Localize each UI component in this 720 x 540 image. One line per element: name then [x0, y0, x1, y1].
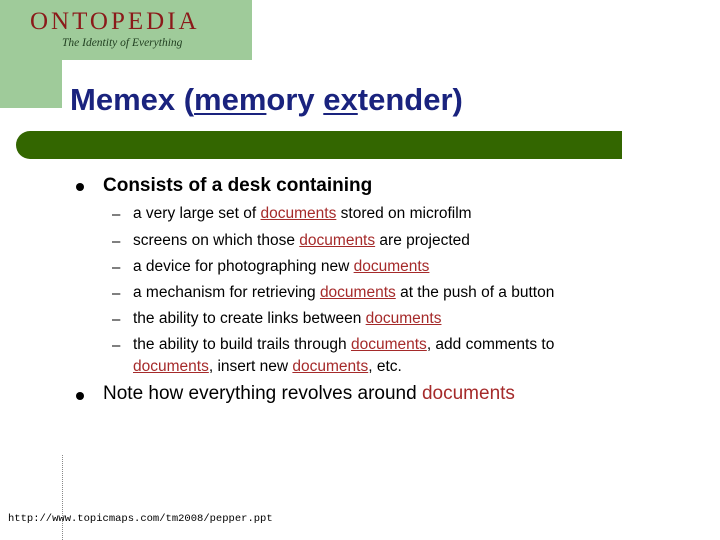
documents-link[interactable]: documents	[353, 258, 430, 275]
documents-link[interactable]: documents	[350, 336, 427, 353]
item-text: at the push of a button	[395, 284, 555, 301]
item-text: screens on which those	[133, 232, 300, 249]
dash-marker: –	[112, 311, 121, 328]
footer-divider	[62, 455, 64, 540]
documents-link[interactable]: documents	[292, 358, 369, 375]
documents-highlight: documents	[421, 383, 515, 404]
item-text: , etc.	[368, 358, 402, 375]
item-text: are projected	[375, 232, 470, 249]
dash-marker: –	[112, 337, 121, 354]
list-item-continuation	[133, 355, 402, 379]
list-item	[133, 229, 470, 253]
documents-link[interactable]: documents	[319, 284, 396, 301]
documents-link[interactable]: documents	[365, 310, 442, 327]
logo-box	[0, 0, 252, 60]
documents-link[interactable]: documents	[260, 205, 337, 222]
item-text: stored on microfilm	[336, 205, 472, 222]
item-text: the ability to build trails through	[133, 336, 351, 353]
bullet-dot	[76, 392, 84, 400]
bullet-heading: Consists of a desk containing	[103, 175, 373, 196]
list-item	[133, 202, 472, 226]
logo-tagline: The Identity of Everything	[62, 37, 183, 49]
note-bullet	[103, 383, 515, 405]
item-text: , add comments to	[426, 336, 555, 353]
title-part: Memex (	[70, 82, 195, 117]
dash-marker: –	[112, 233, 121, 250]
bullet-dot	[76, 183, 84, 191]
title-divider-bar	[16, 131, 622, 159]
dash-marker: –	[112, 285, 121, 302]
dash-marker: –	[112, 259, 121, 276]
note-text: Note how everything revolves around	[103, 383, 422, 404]
title-part: tender)	[357, 82, 463, 117]
documents-link[interactable]: documents	[133, 358, 209, 375]
title-part: ory	[266, 82, 324, 117]
footer-url[interactable]: http://www.topicmaps.com/tm2008/pepper.ppt	[8, 513, 273, 525]
title-part-underlined: ex	[323, 82, 358, 117]
item-text: the ability to create links between	[133, 310, 366, 327]
list-item	[133, 255, 429, 279]
item-text: a mechanism for retrieving	[133, 284, 320, 301]
list-item	[133, 333, 554, 357]
logo-title: ONTOPEDIA	[30, 8, 200, 35]
item-text: , insert new	[208, 358, 293, 375]
documents-link[interactable]: documents	[299, 232, 376, 249]
dash-marker: –	[112, 206, 121, 223]
list-item	[133, 281, 554, 305]
title-part-underlined: mem	[194, 82, 267, 117]
slide-title	[70, 82, 463, 118]
list-item	[133, 307, 441, 331]
left-decor-strip	[0, 60, 62, 108]
item-text: a very large set of	[133, 205, 261, 222]
item-text: a device for photographing new	[133, 258, 354, 275]
